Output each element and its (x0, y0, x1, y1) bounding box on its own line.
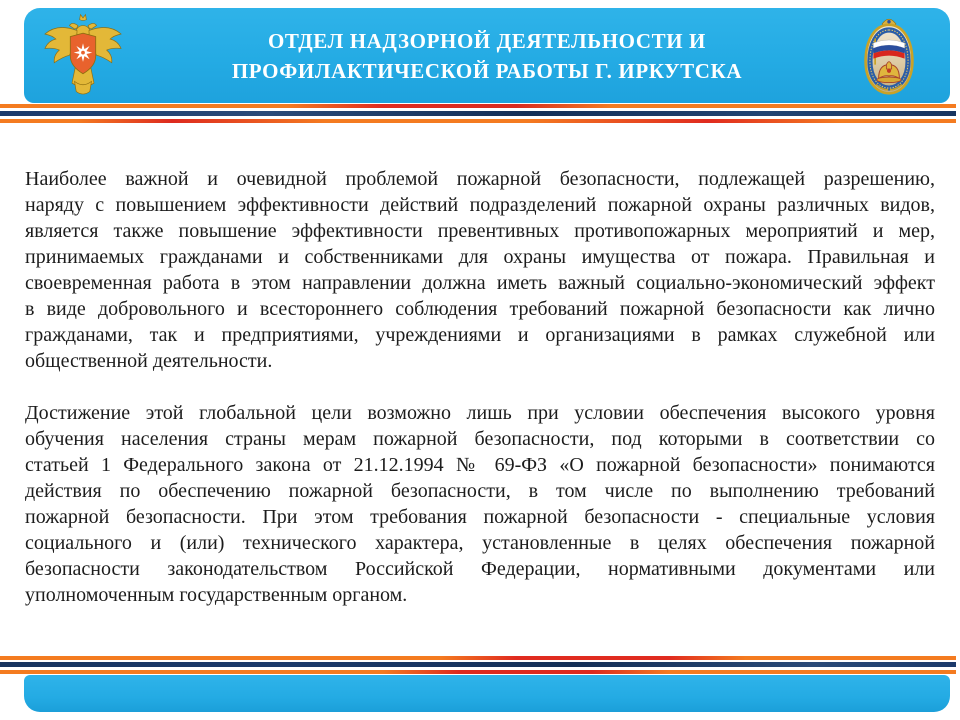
slide-title-line-1: ОТДЕЛ НАДЗОРНОЙ ДЕЯТЕЛЬНОСТИ И (268, 28, 706, 53)
text-line: действия по обеспечению пожарной безопасности, в том числе по выполнению требований (25, 480, 935, 502)
bottom-divider-stripes (0, 656, 956, 674)
slide-title-line-2: ПРОФИЛАКТИЧЕСКОЙ РАБОТЫ Г. ИРКУТСКА (231, 58, 743, 83)
top-stripe-orange (0, 104, 956, 108)
text-line: принимаемых гражданами и собственниками для охраны имущества от пожара. Правильная и (25, 246, 935, 268)
text-line: Наиболее важной и очевидной проблемой пожарной безопасности, подлежащей разрешению, (25, 168, 935, 190)
text-line: Достижение этой глобальной цели возможно лишь при условии обеспечения высокого уровня (25, 402, 935, 424)
text-line: пожарной безопасности. При этом требования пожарной безопасности - специальные условия (25, 506, 935, 528)
bottom-stripe-orange-red (0, 670, 956, 674)
text-line: уполномоченным государственным органом. (25, 584, 408, 606)
bottom-stripe-orange (0, 656, 956, 660)
top-divider-stripes (0, 104, 956, 123)
text-line: статьей 1 Федерального закона от 21.12.1994 № 69-ФЗ «О пожарной безопасности» понимаются (25, 454, 935, 476)
slide-body-text (25, 166, 935, 608)
fire-supervision-badge-icon (850, 12, 928, 100)
text-line: своевременная работа в этом направлении должна иметь важный социально-экономический эффект (25, 272, 935, 294)
header-banner (24, 8, 950, 103)
text-line: гражданами, так и предприятиями, учреждениями и организациями в рамках служебной или (25, 324, 935, 346)
text-line: безопасности законодательством Российской Федерации, нормативными документами или (25, 558, 935, 580)
paragraph-2 (25, 400, 935, 608)
footer-banner (24, 675, 950, 712)
text-line: социального и (или) технического характера, установленные в целях обеспечения пожарной (25, 532, 935, 554)
fire-supervision-badge-svg (850, 12, 928, 100)
slide-title (134, 8, 840, 103)
mchs-eagle-svg (40, 12, 126, 100)
paragraph-1 (25, 166, 935, 374)
top-stripe-navy (0, 111, 956, 116)
top-stripe-orange-red (0, 119, 956, 123)
text-line: общественной деятельности. (25, 350, 273, 372)
text-line: наряду с повышением эффективности действий подразделений пожарной охраны различных видов, (25, 194, 935, 216)
bottom-stripe-navy (0, 662, 956, 667)
text-line: обучения населения страны мерам пожарной безопасности, под которыми в соответствии со (25, 428, 935, 450)
text-line: является также повышение эффективности превентивных противопожарных мероприятий и мер, (25, 220, 935, 242)
text-line: в виде добровольного и всестороннего соблюдения требований пожарной безопасности как лично (25, 298, 935, 320)
mchs-eagle-emblem-icon (40, 12, 126, 100)
